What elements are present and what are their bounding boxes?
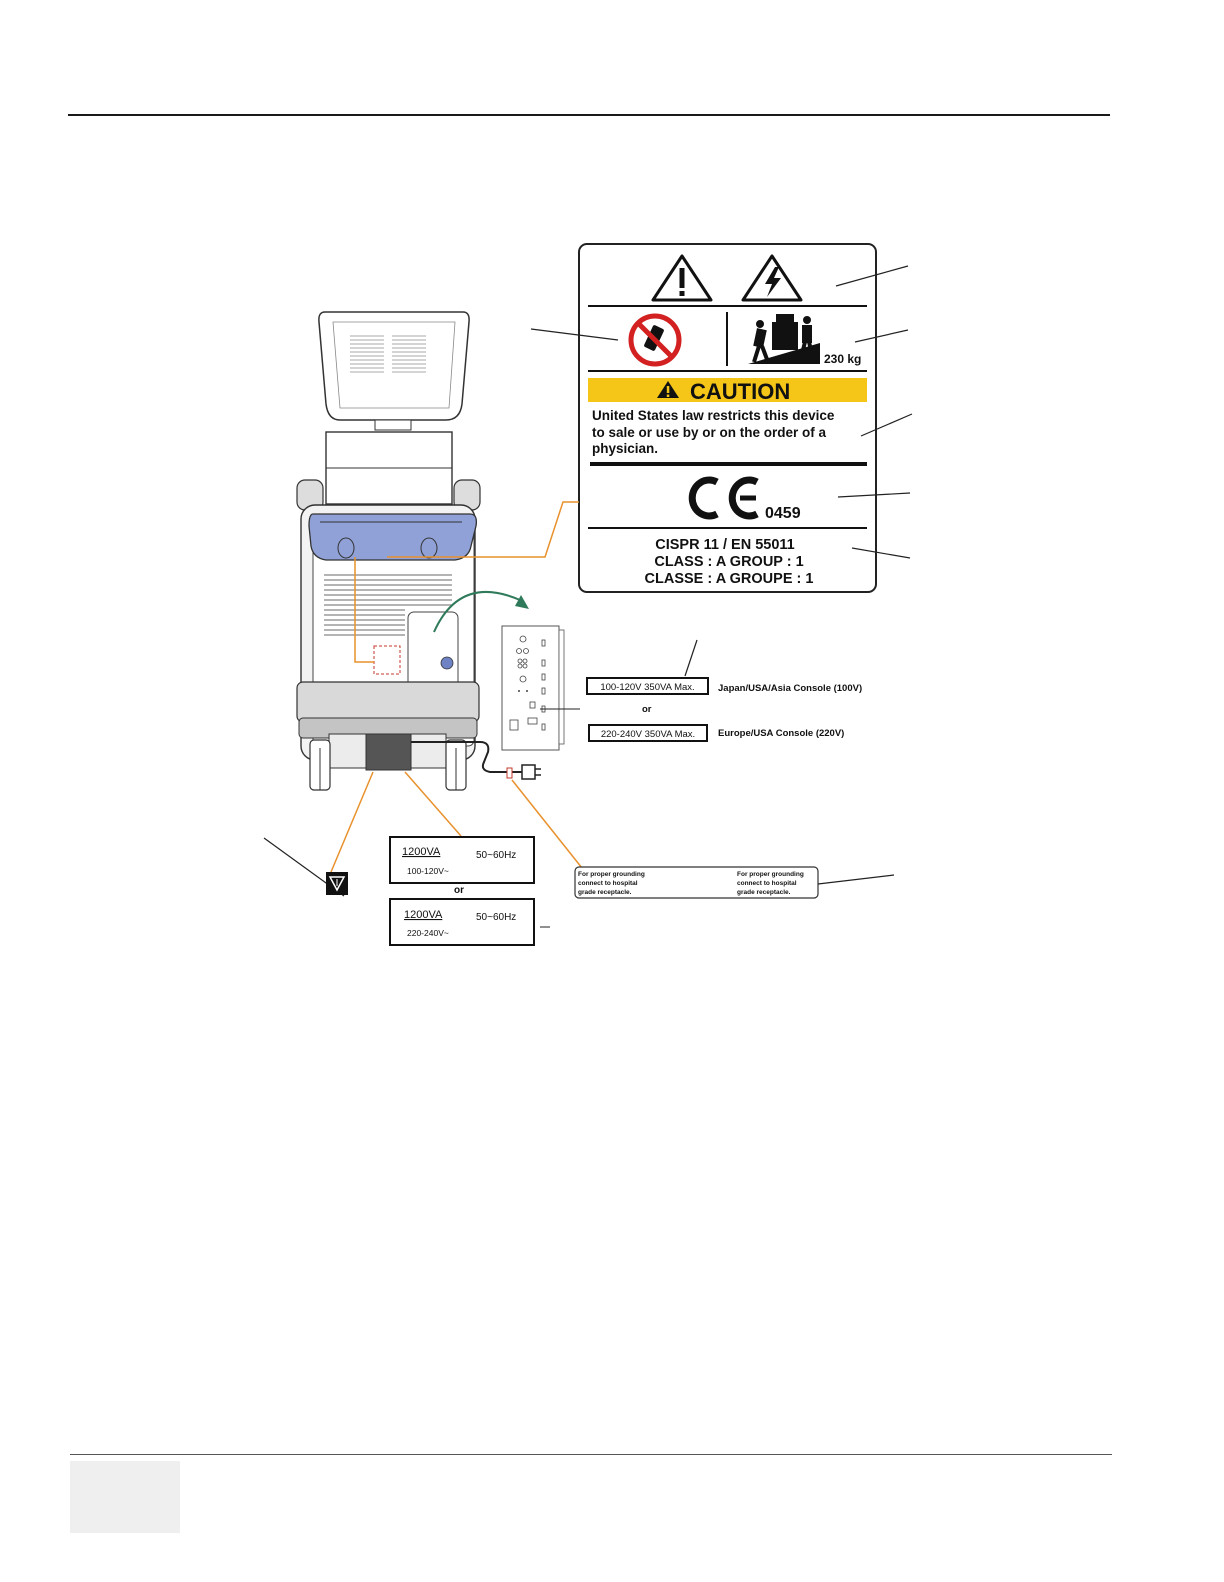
cispr-line-3: CLASSE : A GROUPE : 1 — [644, 571, 814, 587]
grounding-label — [575, 867, 818, 898]
rear-panel-detail — [502, 626, 564, 750]
blue-handle — [309, 514, 476, 560]
power-220v-va: 1200VA — [404, 909, 443, 921]
caution-line-3: physician. — [592, 441, 659, 456]
caution-line-2: to sale or use by or on the order of a — [592, 425, 827, 440]
no-mobile-phone-icon — [631, 316, 679, 364]
rating-220v-desc: Europe/USA Console (220V) — [718, 728, 845, 739]
cispr-line-1: CISPR 11 / EN 55011 — [655, 537, 795, 553]
footer-gray-box — [70, 1461, 180, 1533]
rating-100v-text: 100-120V 350VA Max. — [600, 682, 695, 693]
power-or: or — [454, 885, 464, 896]
grounding-right-2: connect to hospital — [737, 880, 797, 887]
rating-100v-desc: Japan/USA/Asia Console (100V) — [718, 683, 863, 694]
grounding-left-3: grade receptacle. — [578, 889, 632, 896]
monitor — [319, 312, 469, 420]
caution-line-1: United States law restricts this device — [592, 408, 835, 423]
rating-220v-text: 220-240V 350VA Max. — [600, 729, 696, 740]
ce-number: 0459 — [765, 505, 801, 522]
power-220v-hz: 50~60Hz — [476, 912, 517, 923]
footer-rule — [70, 1454, 1112, 1455]
grounding-right-3: grade receptacle. — [737, 889, 791, 896]
power-100v-volt: 100-120V~ — [407, 866, 449, 876]
cispr-line-2: CLASS : A GROUP : 1 — [654, 554, 804, 570]
power-100v-hz: 50~60Hz — [476, 850, 517, 861]
weight-text: 230 kg — [824, 352, 862, 366]
power-label-220v — [390, 899, 534, 945]
grounding-left-1: For proper grounding — [578, 871, 645, 878]
power-inlet-box — [366, 734, 411, 770]
equipotential-symbol-icon — [264, 838, 348, 896]
rating-or: or — [642, 704, 652, 715]
rating-label-220v — [589, 725, 707, 741]
power-100v-va: 1200VA — [402, 846, 441, 858]
power-label-100v — [390, 837, 534, 883]
rating-label-100v — [587, 678, 708, 694]
caution-label-panel — [579, 244, 876, 592]
grounding-right-1: For proper grounding — [737, 871, 804, 878]
power-220v-volt: 220-240V~ — [407, 928, 449, 938]
caution-title: CAUTION — [690, 379, 791, 404]
grounding-left-2: connect to hospital — [578, 880, 638, 887]
